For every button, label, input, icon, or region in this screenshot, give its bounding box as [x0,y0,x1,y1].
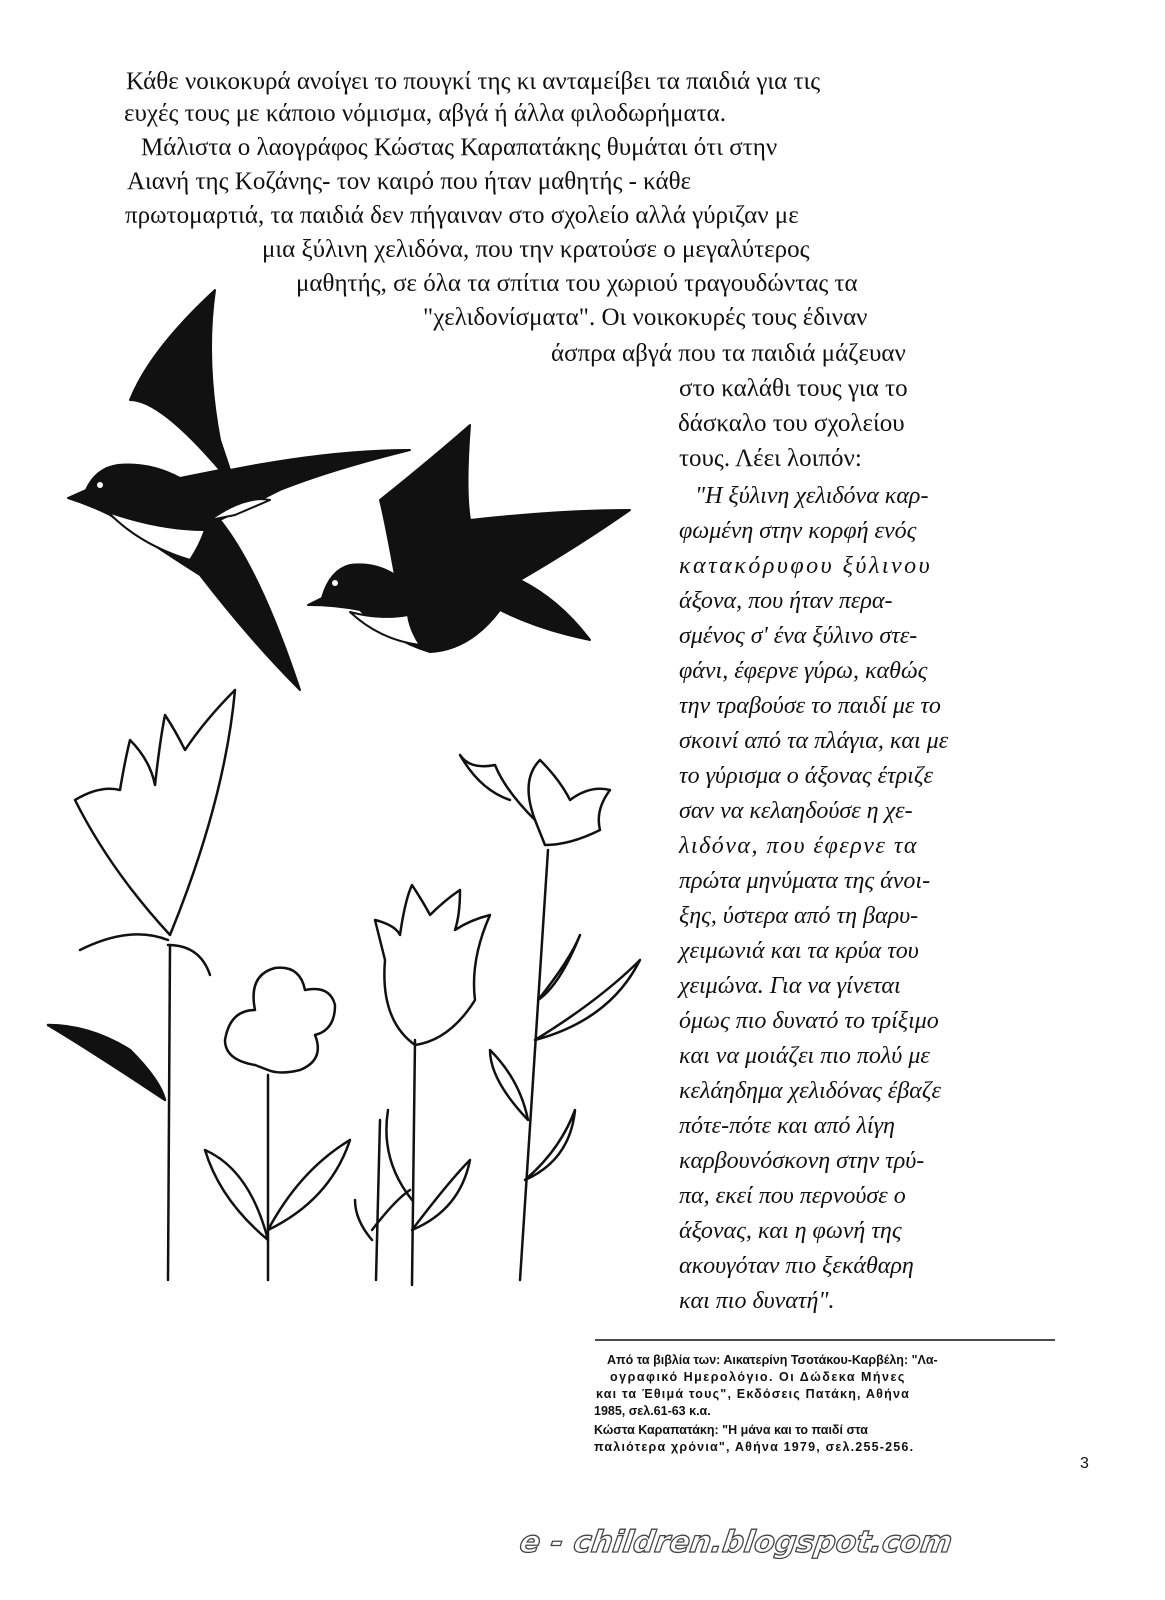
text-line: μια ξύλινη χελιδόνα, που την κρατούσε ο μεγαλύτερος [262,236,810,263]
quote-line: το γύρισμα ο άξονας έτριζε [679,763,933,789]
text-line: Αιανή της Κοζάνης- τον καιρό που ήταν μαθητής - κάθε [127,168,692,195]
text-line: άσπρα αβγά που τα παιδιά μάζευαν [551,340,906,367]
citation-line: παλιότερα χρόνια", Αθήνα 1979, σελ.255-256. [594,1440,915,1454]
citation-line: Κώστα Καραπατάκη: "Η μάνα και το παιδί στα [594,1423,868,1437]
text-line: δάσκαλο του σχολείου [678,410,905,437]
text-line: Μάλιστα ο λαογράφος Κώστας Καραπατάκης θυμάται ότι στην [141,134,778,161]
quote-line: και πιο δυνατή". [679,1288,835,1314]
quote-line: λιδόνα, που έφερνε τα [679,833,919,859]
text-line: μαθητής, σε όλα τα σπίτια του χωριού τραγουδώντας τα [296,270,858,297]
quote-line: και να μοιάζει πιο πολύ με [679,1043,930,1069]
quote-line: πρώτα μηνύματα της άνοι- [679,868,931,894]
quote-line: σαν να κελαηδούσε η χε- [679,798,913,824]
text-line: Κάθε νοικοκυρά ανοίγει το πουγκί της κι ανταμείβει τα παιδιά για τις [126,68,821,95]
quote-line: πότε-πότε και από λίγη [679,1113,895,1139]
quote-line: άξονα, που ήταν περα- [679,588,893,614]
quote-line: χειμώνα. Για να γίνεται [679,973,901,999]
quote-line: ξης, ύστερα από τη βαρυ- [679,903,919,929]
quote-line: χειμωνιά και τα κρύα του [679,938,919,964]
quote-line: σμένος σ' ένα ξύλινο στε- [679,623,918,649]
watermark: e - children.blogspot.com [517,1525,955,1560]
quote-line: ακουγόταν πιο ξεκάθαρη [679,1253,914,1279]
citation-line: και τα Έθιμά τους", Εκδόσεις Πατάκη, Αθήνα [596,1387,910,1401]
quote-line: την τραβούσε το παιδί με το [679,693,941,719]
swallow-illustration-large [68,290,410,690]
wildflower-illustration [48,690,640,1285]
citation-line: Από τα βιβλία των: Αικατερίνη Τσοτάκου-Καρβέλη: "Λα- [607,1353,938,1367]
text-line: τους. Λέει λοιπόν: [679,445,862,472]
text-line: "χελιδονίσματα". Οι νοικοκυρές τους έδιναν [423,304,868,331]
text-line: στο καλάθι τους για το [679,375,908,402]
quote-line: "Η ξύλινη χελιδόνα καρ- [695,483,929,509]
text-line: πρωτομαρτιά, τα παιδιά δεν πήγαιναν στο σχολείο αλλά γύριζαν με [125,202,799,229]
text-line: ευχές τους με κάποιο νόμισμα, αβγά ή άλλα φιλοδωρήματα. [124,100,727,127]
quote-line: άξονας, και η φωνή της [679,1218,902,1244]
quote-line: καρβουνόσκονη στην τρύ- [679,1148,925,1174]
quote-line: κατακόρυφου ξύλινου [679,553,933,579]
quote-line: φάνι, έφερνε γύρω, καθώς [679,658,928,684]
quote-line: σκοινί από τα πλάγια, και με [679,728,949,754]
citation-line: 1985, σελ.61-63 κ.α. [594,1404,711,1418]
quote-line: πα, εκεί που περνούσε ο [679,1183,906,1209]
citation-line: ογραφικό Ημερολόγιο. Οι Δώδεκα Μήνες [610,1370,906,1384]
page-number: 3 [1080,1455,1089,1472]
quote-line: φωμένη στην κορφή ενός [679,518,917,544]
quote-line: κελάηδημα χελιδόνας έβαζε [679,1078,941,1104]
quote-line: όμως πιο δυνατό το τρίξιμο [679,1008,939,1034]
